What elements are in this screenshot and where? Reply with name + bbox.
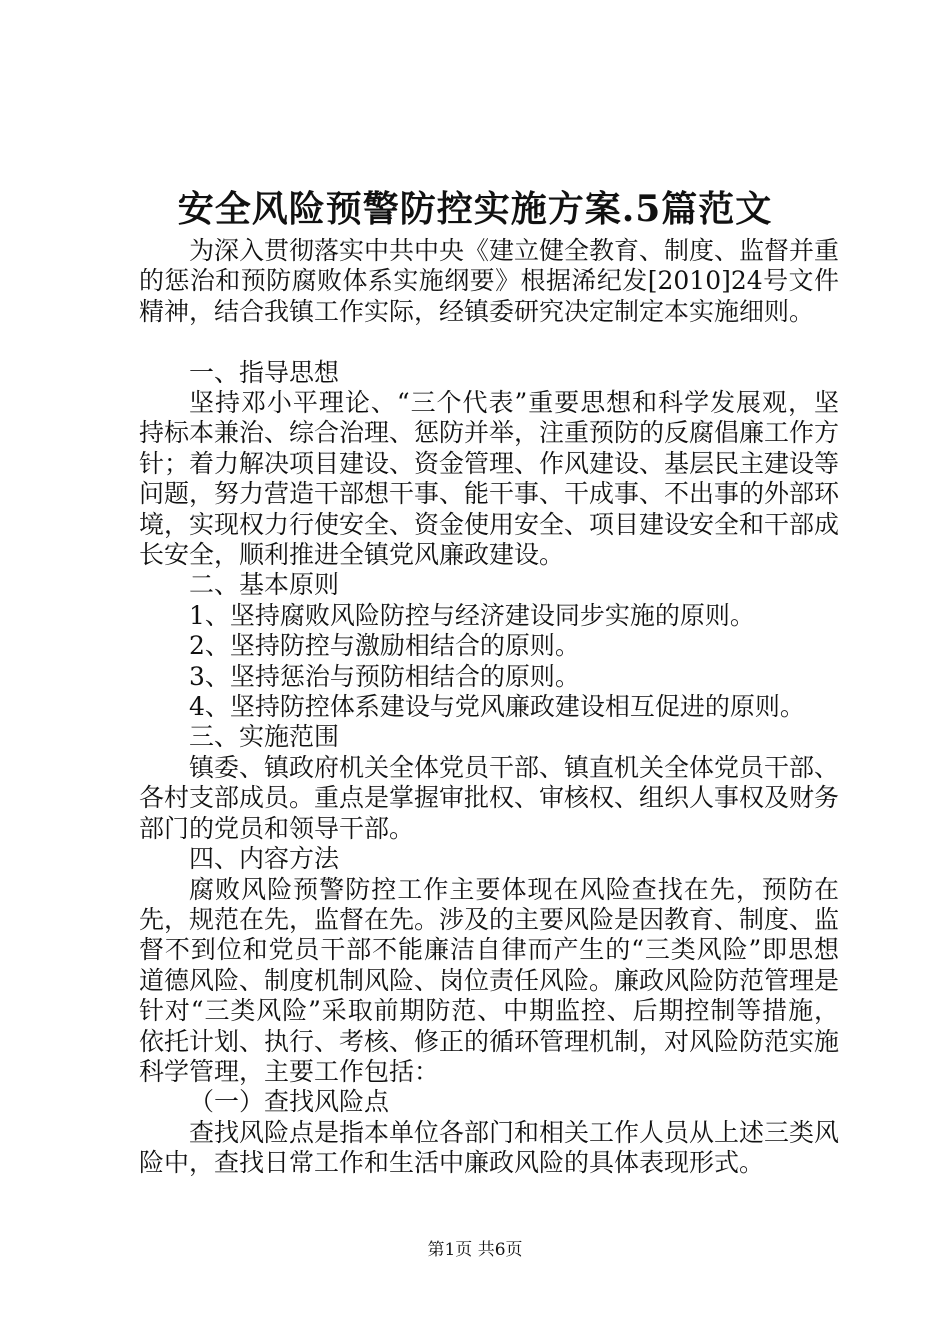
document-body (139, 236, 839, 1179)
section-heading-guiding-ideology: 一、指导思想 (189, 357, 340, 387)
subsection-heading-find-risk-points: （一）查找风险点 (189, 1087, 390, 1117)
page-footer: 第1页 共6页 (427, 1240, 523, 1260)
section-heading-content-methods: 四、内容方法 (189, 844, 340, 874)
principle-item: 1、坚持腐败风险防控与经济建设同步实施的原则。 (189, 600, 755, 630)
guiding-ideology-paragraph: 坚持邓小平理论、“三个代表”重要思想和科学发展观，坚持标本兼治、综合治理、惩防并举，注重预防的反腐倡廉工作方针；着力解决项目建设、资金管理、作风建设、基层民主建设等问题，努力营造干部想干事、能干事、干成事、不出事的外部环境，实现权力行使安全、资金使用安全、项目建设安全和干部成长安全，顺利推进全镇党风廉政建设。 (139, 388, 840, 570)
principle-item: 3、坚持惩治与预防相结合的原则。 (189, 661, 580, 691)
section-heading-scope: 三、实施范围 (189, 722, 340, 752)
scope-paragraph: 镇委、镇政府机关全体党员干部、镇直机关全体党员干部、各村支部成员。重点是掌握审批权、审核权、组织人事权及财务部门的党员和领导干部。 (139, 752, 840, 843)
blank-line (139, 327, 839, 357)
content-methods-paragraph: 腐败风险预警防控工作主要体现在风险查找在先，预防在先，规范在先，监督在先。涉及的主要风险是因教育、制度、监督不到位和党员干部不能廉洁自律而产生的“三类风险”即思想道德风险、制度机制风险、岗位责任风险。廉政风险防范管理是针对“三类风险”采取前期防范、中期监控、后期控制等措施，依托计划、执行、考核、修正的循环管理机制，对风险防范实施科学管理，主要工作包括： (139, 874, 840, 1086)
find-risk-points-paragraph: 查找风险点是指本单位各部门和相关工作人员从上述三类风险中，查找日常工作和生活中廉政风险的具体表现形式。 (139, 1117, 840, 1178)
section-heading-basic-principles: 二、基本原则 (189, 570, 340, 600)
intro-paragraph: 为深入贯彻落实中共中央《建立健全教育、制度、监督并重的惩治和预防腐败体系实施纲要》根据浠纪发[2010]24号文件精神，结合我镇工作实际，经镇委研究决定制定本实施细则。 (139, 236, 840, 326)
principle-item: 4、坚持防控体系建设与党风廉政建设相互促进的原则。 (189, 692, 805, 722)
principle-item: 2、坚持防控与激励相结合的原则。 (189, 631, 580, 661)
document-title: 安全风险预警防控实施方案.5篇范文 (177, 188, 773, 230)
